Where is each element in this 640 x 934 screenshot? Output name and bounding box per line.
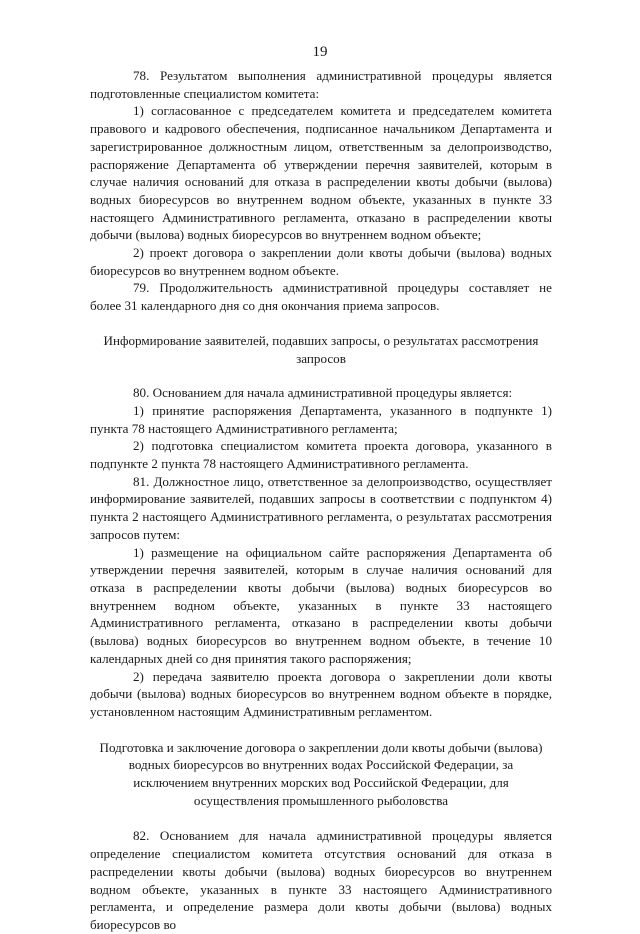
paragraph-82: 82. Основанием для начала административной процедуры является определение специалистом комитета отсутствия оснований для отказа в распределении квоты добычи (вылова) водных биоресурсов во внутреннем водном объекте, указанных в пункте 33 настоящего Административного регламента, и определение размера доли квоты добычи (вылова) водных биоресурсов во xyxy=(90,828,552,932)
paragraph-78-intro: 78. Результатом выполнения административной процедуры является подготовленные специалистом комитета: xyxy=(90,68,552,101)
paragraph-81-item-2: 2) передача заявителю проекта договора о закреплении доли квоты добычи (вылова) водных биоресурсов во внутреннем водном объекте в порядке, установленном настоящим Административным регламентом. xyxy=(90,668,552,719)
paragraph-78-item-1: 1) согласованное с председателем комитета и председателем комитета правового и кадрового обеспечения, подписанное начальником Департамента и зарегистрированное должностным лицом, ответственным за делопроизводство, распоряжение Департамента об утверждении перечня заявителей, которым в случае наличия оснований для отказа в распределении квоты добычи (вылова) водных биоресурсов во внутреннем водном объекте, указанных в пункте 33 настоящего Административного регламента, отказано в распределении квоты добычи (вылова) водных биоресурсов во внутреннем водном объекте; xyxy=(90,103,552,243)
paragraph-80-item-2: 2) подготовка специалистом комитета проекта договора, указанного в подпункте 2 пункта 78 настоящего Административного регламента. xyxy=(90,438,552,472)
document-body xyxy=(90,67,552,934)
paragraph-79: 79. Продолжительность административной процедуры составляет не более 31 календарного дня со дня окончания приема запросов. xyxy=(90,280,552,314)
paragraph-80-intro: 80. Основанием для начала административной процедуры является: xyxy=(133,385,513,401)
page-number: 19 xyxy=(312,44,328,60)
paragraph-81-intro: 81. Должностное лицо, ответственное за делопроизводство, осуществляет информирование заявителей, подавших запросы в соответствии с подпунктом 4) пункта 2 настоящего Административного регламента, о результатах рассмотрения запросов путем: xyxy=(90,473,552,542)
paragraph-80-item-1: 1) принятие распоряжения Департамента, указанного в подпункте 1) пункта 78 настоящего Административного регламента; xyxy=(90,402,552,436)
section-heading-contract: Подготовка и заключение договора о закреплении доли квоты добычи (вылова) водных биоресурсов во внутренних водах Российской Федерации, за исключением внутренних морских вод Российской Федерации, для осуществления промышленного рыболовства xyxy=(99,739,543,808)
section-heading-informing: Информирование заявителей, подавших запросы, о результатах рассмотрения запросов xyxy=(103,332,539,366)
paragraph-81-item-1: 1) размещение на официальном сайте распоряжения Департамента об утверждении перечня заявителей, которым в случае наличия оснований для отказа в распределении квоты добычи (вылова) водных биоресурсов во внутреннем водном объекте, указанных в пункте 33 настоящего Административного регламента, отказано в распределении квоты добычи (вылова) водных биоресурсов во внутреннем водном объекте, в течение 10 календарных дней со дня принятия такого распоряжения; xyxy=(90,544,552,666)
paragraph-78-item-2: 2) проект договора о закреплении доли квоты добычи (вылова) водных биоресурсов во внутреннем водном объекте. xyxy=(90,245,552,278)
